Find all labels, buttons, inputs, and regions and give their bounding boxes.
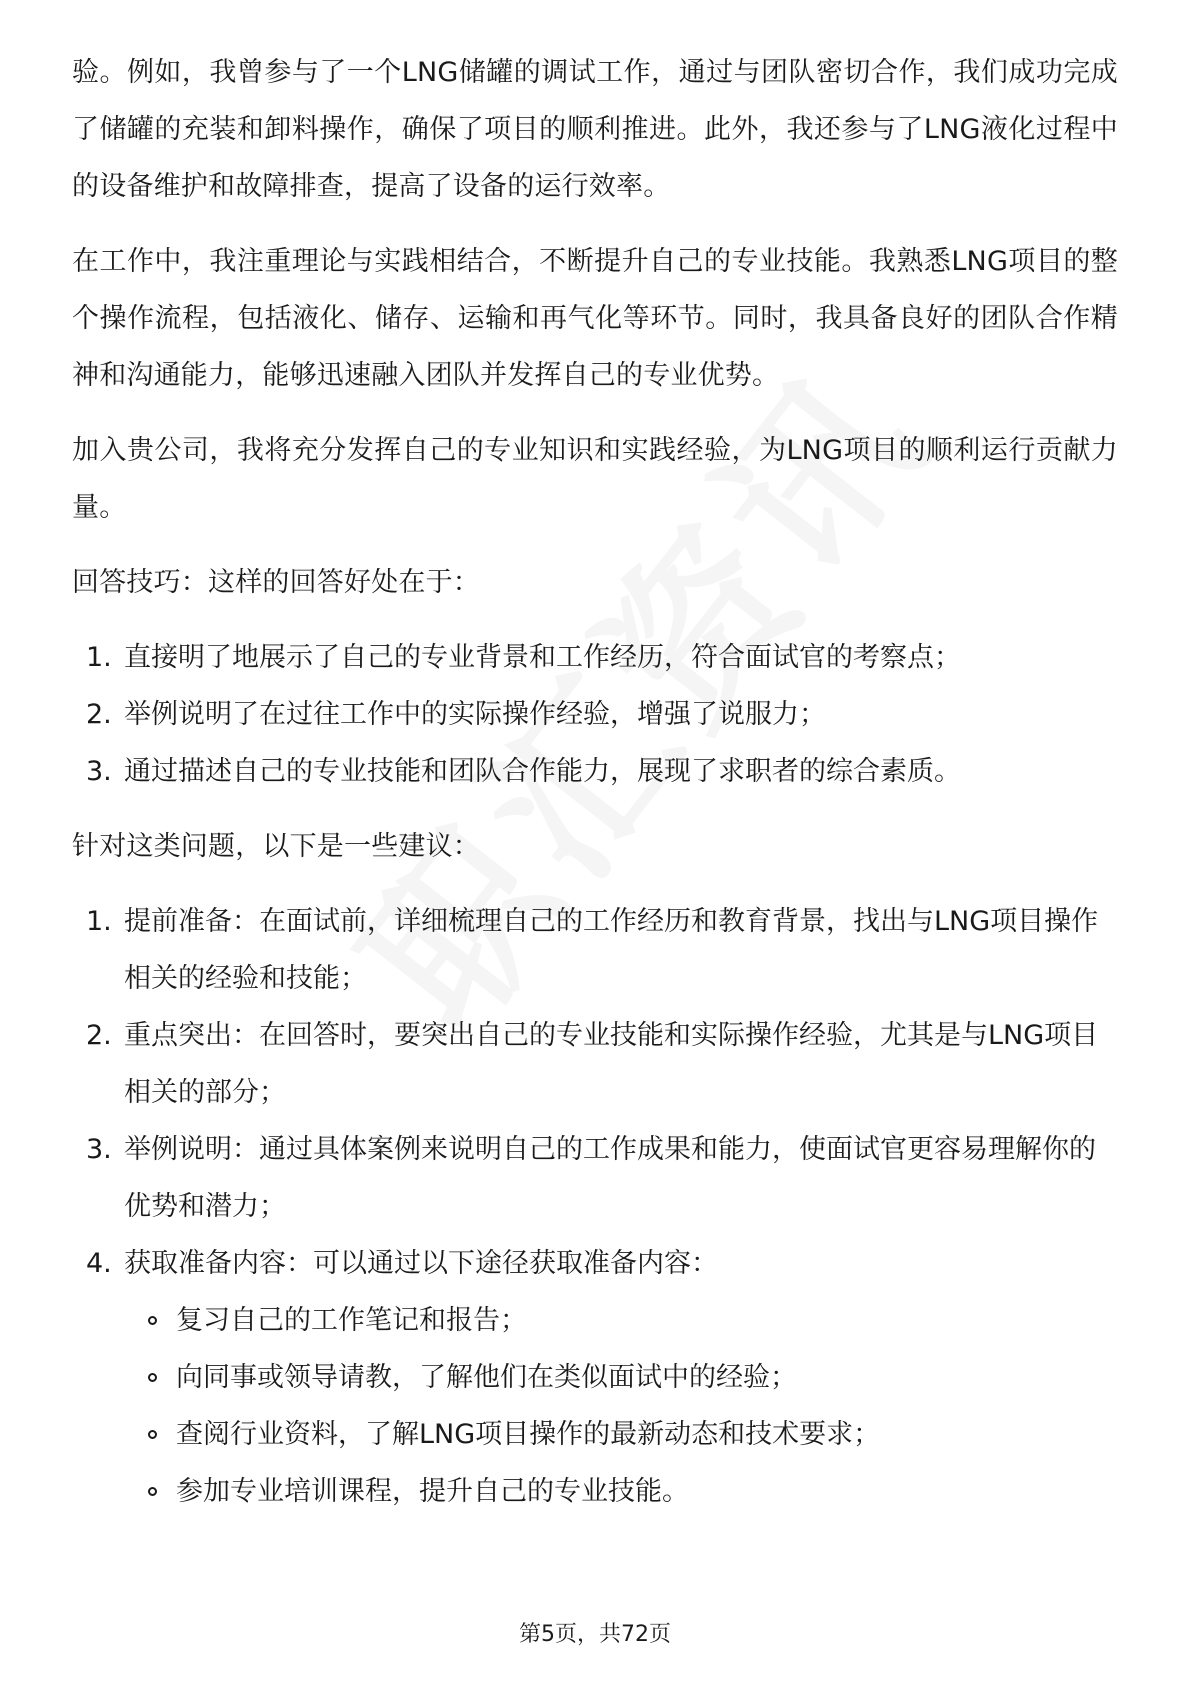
- bullet-circle-icon: [148, 1487, 157, 1496]
- tips-heading: 回答技巧：这样的回答好处在于：: [72, 567, 480, 598]
- list-item: [72, 893, 1118, 1007]
- list-number: 3.: [86, 756, 112, 787]
- paragraph-skills: 在工作中，我注重理论与实践相结合，不断提升自己的专业技能。我熟悉LNG项目的整个操作流程，包括液化、储存、运输和再气化等环节。同时，我具备良好的团队合作精神和沟通能力，能够迅速融入团队并发挥自己的专业优势。: [72, 246, 1118, 391]
- list-item-text: 举例说明：通过具体案例来说明自己的工作成果和能力，使面试官更容易理解你的优势和潜力；: [124, 1134, 1096, 1222]
- bullet-circle-icon: [148, 1316, 157, 1325]
- list-item-text: 提前准备：在面试前，详细梳理自己的工作经历和教育背景，找出与LNG项目操作相关的经验和技能；: [124, 906, 1099, 994]
- list-number: 1.: [86, 906, 112, 937]
- list-item-text: 获取准备内容：可以通过以下途径获取准备内容：: [124, 1248, 718, 1279]
- list-item: [72, 1235, 1118, 1520]
- list-item: [72, 629, 1118, 686]
- paragraph-experience: 验。例如，我曾参与了一个LNG储罐的调试工作，通过与团队密切合作，我们成功完成了储罐的充装和卸料操作，确保了项目的顺利推进。此外，我还参与了LNG液化过程中的设备维护和故障排查，提高了设备的运行效率。: [72, 57, 1118, 202]
- advice-list: [72, 893, 1118, 1520]
- list-number: 2.: [86, 699, 112, 730]
- page-number-footer: 第5页，共72页: [519, 1622, 671, 1647]
- document-page: [72, 44, 1118, 1538]
- sub-list-item: [124, 1349, 1118, 1406]
- list-number: 2.: [86, 1020, 112, 1051]
- list-item-text: 举例说明了在过往工作中的实际操作经验，增强了说服力；: [124, 699, 826, 730]
- list-item-text: 通过描述自己的专业技能和团队合作能力，展现了求职者的综合素质。: [124, 756, 961, 787]
- paragraph-conclusion: 加入贵公司，我将充分发挥自己的专业知识和实践经验，为LNG项目的顺利运行贡献力量。: [72, 435, 1118, 523]
- list-item: [72, 1121, 1118, 1235]
- sub-list-item-text: 参加专业培训课程，提升自己的专业技能。: [176, 1476, 689, 1507]
- sub-list-item-text: 复习自己的工作笔记和报告；: [176, 1305, 527, 1336]
- sub-list-item: [124, 1463, 1118, 1520]
- bullet-circle-icon: [148, 1373, 157, 1382]
- tips-list: [72, 629, 1118, 800]
- list-item-text: 直接明了地展示了自己的专业背景和工作经历，符合面试官的考察点；: [124, 642, 961, 673]
- list-number: 1.: [86, 642, 112, 673]
- sources-list: [124, 1292, 1118, 1520]
- list-number: 4.: [86, 1248, 112, 1279]
- list-item-text: 重点突出：在回答时，要突出自己的专业技能和实际操作经验，尤其是与LNG项目相关的部分；: [124, 1020, 1099, 1108]
- sub-list-item: [124, 1406, 1118, 1463]
- sub-list-item-text: 查阅行业资料，了解LNG项目操作的最新动态和技术要求；: [176, 1419, 881, 1450]
- sub-list-item: [124, 1292, 1118, 1349]
- list-item: [72, 1007, 1118, 1121]
- bullet-circle-icon: [148, 1430, 157, 1439]
- list-number: 3.: [86, 1134, 112, 1165]
- list-item: [72, 743, 1118, 800]
- sub-list-item-text: 向同事或领导请教，了解他们在类似面试中的经验；: [176, 1362, 797, 1393]
- advice-heading: 针对这类问题，以下是一些建议：: [72, 831, 480, 862]
- list-item: [72, 686, 1118, 743]
